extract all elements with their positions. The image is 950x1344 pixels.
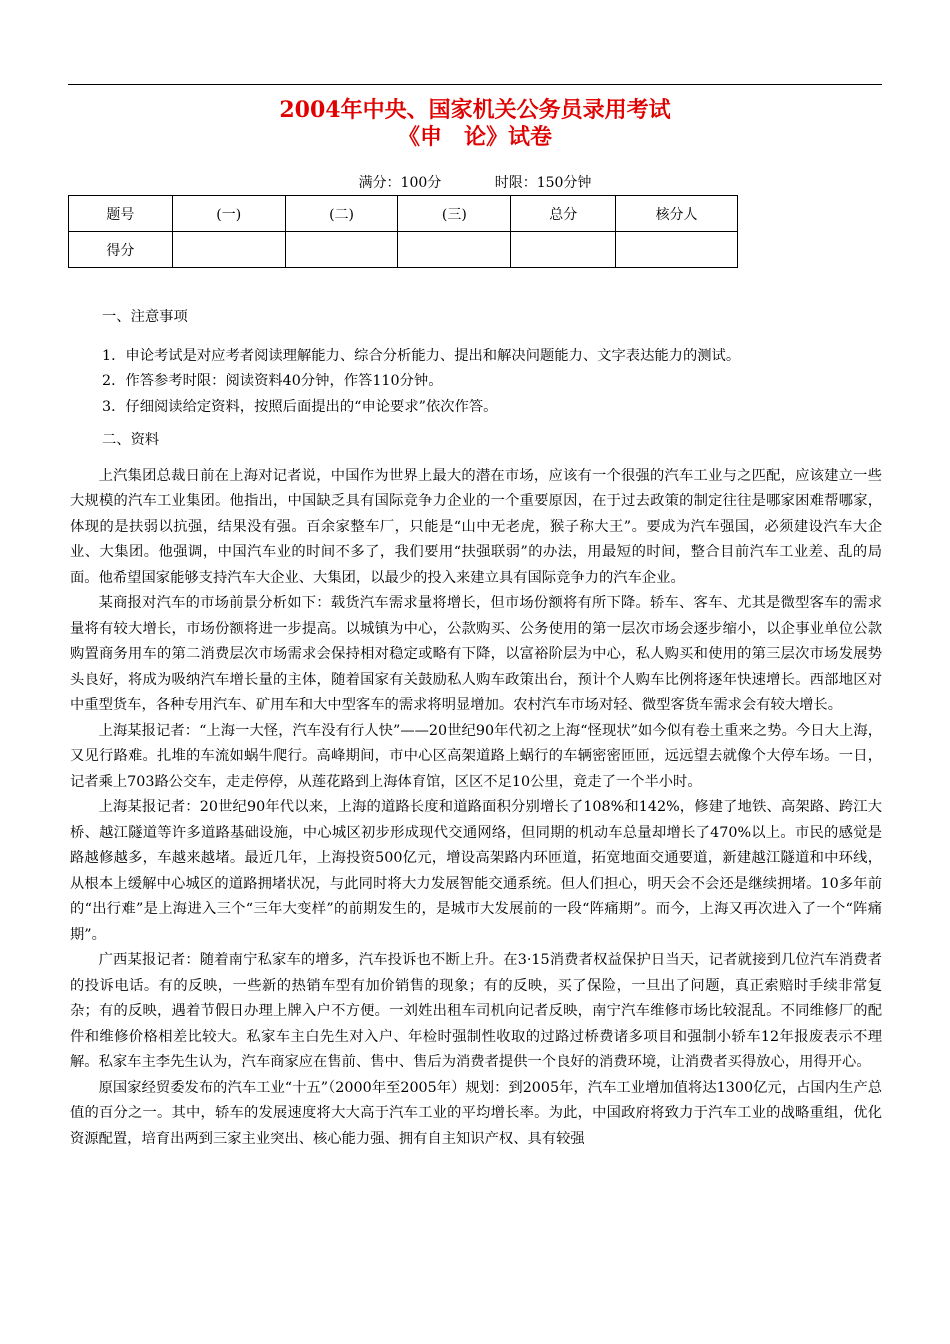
header-cell: (一) bbox=[172, 196, 285, 232]
note-item: 3．仔细阅读给定资料，按照后面提出的“申论要求”依次作答。 bbox=[102, 398, 498, 415]
materials bbox=[70, 464, 882, 1153]
score-table-score-row bbox=[69, 232, 738, 268]
material-paragraph: 原国家经贸委发布的汽车工业“十五”（2000年至2005年）规划：到2005年，汽车工业增加值将达1300亿元，占国内生产总值的百分之一。其中，轿车的发展速度将大大高于汽车工业的平均增长率。为此，中国政府将致力于汽车工业的战略重组，优化资源配置，培育出两到三家主业突出、核心能力强、拥有自主知识产权、具有较强 bbox=[70, 1079, 882, 1147]
header-cell: (三) bbox=[398, 196, 511, 232]
score-table-header-row bbox=[69, 196, 738, 232]
header-cell: 核分人 bbox=[616, 196, 738, 232]
score-table bbox=[68, 195, 738, 268]
score-row-label: 得分 bbox=[69, 232, 173, 268]
material-paragraph: 上汽集团总裁日前在上海对记者说，中国作为世界上最大的潜在市场，应该有一个很强的汽车工业与之匹配，应该建立一些大规模的汽车工业集团。他指出，中国缺乏具有国际竞争力企业的一个重要原因，在于过去政策的制定往往是哪家困难帮哪家，体现的是扶弱以抗强，结果没有强。百余家整车厂，只能是“山中无老虎，猴子称大王”。要成为汽车强国，必须建设汽车大企业、大集团。他强调，中国汽车业的时间不多了，我们要用“扶强联弱”的办法，用最短的时间，整合目前汽车工业差、乱的局面。他希望国家能够支持汽车大企业、大集团，以最少的投入来建立具有国际竞争力的汽车企业。 bbox=[70, 467, 882, 586]
score-cell-3 bbox=[398, 232, 511, 268]
material-paragraph: 上海某报记者：20世纪90年代以来，上海的道路长度和道路面积分别增长了108%和142%，修建了地铁、高架路、跨江大桥、越江隧道等许多道路基础设施，中心城区初步形成现代交通网络，但同期的机动车总量却增长了470%以上。市民的感觉是路越修越多，车越来越堵。最近几年，上海投资500亿元，增设高架路内环匝道，拓宽地面交通要道，新建越江隧道和中环线，从根本上缓解中心城区的道路拥堵状况，与此同时将大力发展智能交通系统。但人们担心，明天会不会还是继续拥堵。10多年前的“出行难”是上海进入三个“三年大变样”的前期发生的，是城市大发展前的一段“阵痛期”。而今，上海又再次进入了一个“阵痛期”。 bbox=[70, 799, 882, 943]
note-item: 1．申论考试是对应考者阅读理解能力、综合分析能力、提出和解决问题能力、文字表达能力的测试。 bbox=[102, 347, 741, 364]
score-cell-checker bbox=[616, 232, 738, 268]
section-heading-materials: 二、资料 bbox=[102, 432, 160, 448]
full-score: 满分：100分 bbox=[358, 175, 442, 191]
notes-list bbox=[70, 344, 882, 421]
material-paragraph: 某商报对汽车的市场前景分析如下：载货汽车需求量将增长，但市场份额将有所下降。轿车、客车、尤其是微型客车的需求量将有较大增长，市场份额将进一步提高。以城镇为中心，公款购买、公务使用的第一层次市场会逐步缩小，以企事业单位公款购置商务用车的第二消费层次市场需求会保持相对稳定或略有下降，以富裕阶层为中心，私人购买和使用的第三层次市场发展势头良好，将成为吸纳汽车增长量的主体，随着国家有关鼓励私人购车政策出台，预计个人购车比例将逐年快速增长。西部地区对中重型货车，各种专用汽车、矿用车和大中型客车的需求将明显增加。农村汽车市场对轻、微型客货车需求会有较大增长。 bbox=[70, 595, 882, 713]
exam-meta bbox=[0, 173, 950, 193]
time-limit: 时限：150分钟 bbox=[494, 175, 592, 191]
header-cell: (二) bbox=[285, 196, 398, 232]
top-rule bbox=[68, 84, 882, 85]
note-item: 2．作答参考时限：阅读资料40分钟，作答110分钟。 bbox=[102, 373, 443, 389]
header-cell: 总分 bbox=[511, 196, 616, 232]
section-heading-notes: 一、注意事项 bbox=[102, 309, 188, 325]
material-paragraph: 上海某报记者：“上海一大怪，汽车没有行人快”——20世纪90年代初之上海“怪现状”如今似有卷土重来之势。今日大上海，又见行路难。扎堆的车流如蜗牛爬行。高峰期间，市中心区高架道路上蜗行的车辆密密匝匝，远远望去就像个大停车场。一日，记者乘上703路公交车，走走停停，从莲花路到上海体育馆，区区不足10公里，竟走了一个半小时。 bbox=[70, 722, 882, 790]
material-paragraph: 广西某报记者：随着南宁私家车的增多，汽车投诉也不断上升。在3·15消费者权益保护日当天，记者就接到几位汽车消费者的投诉电话。有的反映，一些新的热销车型有加价销售的现象；有的反映，买了保险，一旦出了问题，真正索赔时手续非常复杂；有的反映，遇着节假日办理上牌入户不方便。一刘姓出租车司机向记者反映，南宁汽车维修市场比较混乱。不同维修厂的配件和维修价格相差比较大。私家车主白先生对入户、年检时强制性收取的过路过桥费诸多项目和强制小轿车12年报废表示不理解。私家车主李先生认为，汽车商家应在售前、售中、售后为消费者提供一个良好的消费环境，让消费者买得放心，用得开心。 bbox=[70, 952, 882, 1070]
exam-content bbox=[70, 305, 882, 1152]
score-cell-2 bbox=[285, 232, 398, 268]
score-cell-total bbox=[511, 232, 616, 268]
score-cell-1 bbox=[172, 232, 285, 268]
exam-subtitle: 《申 论》试卷 bbox=[397, 124, 552, 150]
exam-title: 2004年中央、国家机关公务员录用考试 bbox=[279, 97, 671, 123]
header-cell: 题号 bbox=[69, 196, 173, 232]
